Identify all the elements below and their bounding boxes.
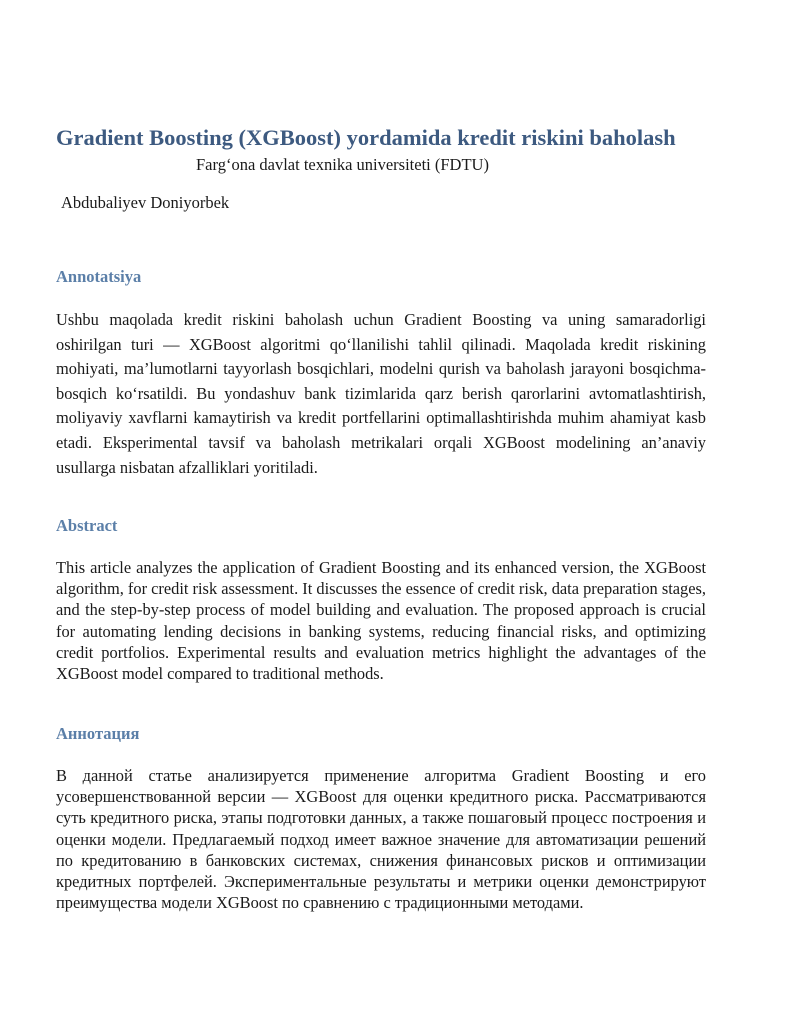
paper-page (56, 0, 706, 1035)
section-heading-annotatsiya-ru: Аннотация (56, 724, 140, 743)
section-text-abstract: This article analyzes the application of Gradient Boosting and its enhanced version, the XGBoost algorithm, for credit risk assessment. It discusses the essence of credit risk, data preparation stages, and the step-by-step process of model building and evaluation. The proposed approach is crucial for automating lending decisions in banking systems, reducing financial risks, and optimizing credit portfolios. Experimental results and evaluation metrics highlight the advantages of the XGBoost model compared to traditional methods. (56, 558, 706, 684)
section-heading-abstract: Abstract (56, 516, 118, 535)
section-heading-annotatsiya: Annotatsiya (56, 267, 142, 286)
section-text-annotatsiya-ru: В данной статье анализируется применение алгоритма Gradient Boosting и его усовершенствованной версии — XGBoost для оценки кредитного риска. Рассматриваются суть кредитного риска, этапы подготовки данных, а также пошаговый процесс построения и оценки модели. Предлагаемый подход имеет важное значение для автоматизации решений по кредитованию в банковских системах, снижения финансовых рисков и оптимизации кредитных портфелей. Экспериментальные результаты и метрики оценки демонстрируют преимущества модели XGBoost по сравнению с традиционными методами. (56, 766, 706, 913)
paper-title: Gradient Boosting (XGBoost) yordamida kredit riskini baholash (56, 125, 676, 150)
author-name: Abdubaliyev Doniyorbek (61, 193, 230, 212)
section-text-annotatsiya: Ushbu maqolada kredit riskini baholash uchun Gradient Boosting va uning samaradorligi oshirilgan turi — XGBoost algoritmi qo‘llanilishi tahlil qilinadi. Maqolada kredit riskining mohiyati, ma’lumotlarni tayyorlash bosqichlari, modelni qurish va baholash jarayoni bosqichma-bosqich ko‘rsatildi. Bu yondashuv bank tizimlarida qarz berish qarorlarini avtomatlashtirish, moliyaviy xavflarni kamaytirish va kredit portfellarini optimallashtirishda muhim ahamiyat kasb etadi. Eksperimental tavsif va baholash metrikalari orqali XGBoost modelining an’anaviy usullarga nisbatan afzalliklari yoritiladi. (56, 310, 706, 477)
author-affiliation: Farg‘ona davlat texnika universiteti (FDTU) (196, 155, 489, 174)
